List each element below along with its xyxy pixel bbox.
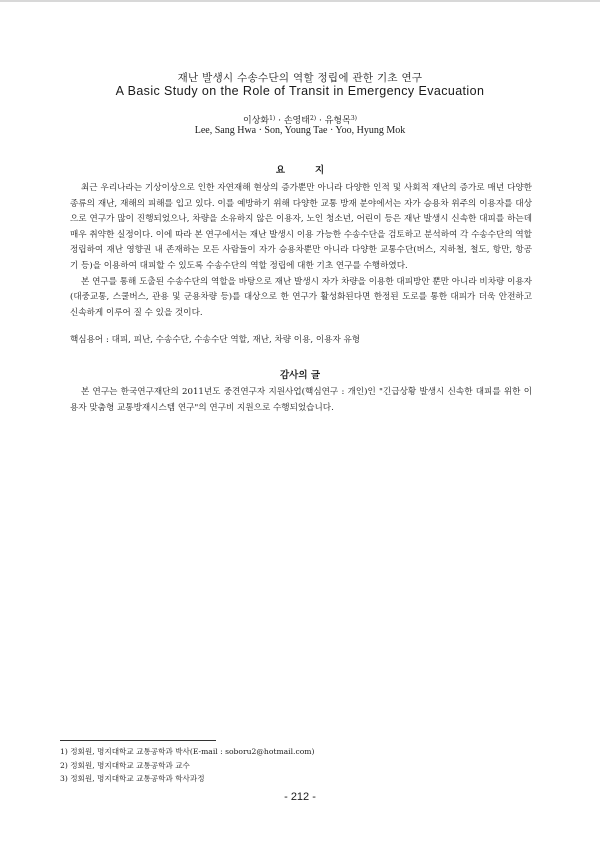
footnotes (60, 745, 314, 786)
keywords-list: 대피, 피난, 수송수단, 수송수단 역할, 재난, 차량 이용, 이용자 유형 (111, 335, 361, 345)
page-number: - 212 - (284, 791, 316, 803)
author-separator: · (275, 116, 284, 126)
author-footnote-mark: 1) (269, 115, 276, 122)
keywords-label: 핵심용어 : (70, 335, 112, 345)
footnote-item: 1) 정회원, 명지대학교 교통공학과 박사(E-mail : soboru2@hotmail.com) (60, 747, 315, 756)
author-separator: · (316, 116, 325, 126)
author-name: 손영태 (283, 116, 310, 126)
footnote-divider (60, 740, 216, 741)
footnote-item: 3) 정회원, 명지대학교 교통공학과 학사과정 (60, 774, 205, 783)
footnote-item: 2) 정회원, 명지대학교 교통공학과 교수 (60, 760, 190, 770)
author-name: 유형목 (324, 116, 351, 126)
authors-english: Lee, Sang Hwa · Son, Young Tae · Yoo, Hyung Mok (194, 125, 406, 136)
author-footnote-mark: 3) (350, 115, 357, 122)
acknowledgement-text: 본 연구는 한국연구재단의 2011년도 중견연구자 지원사업(핵심연구 : 개인)인 "긴급상황 발생시 신속한 대피를 위한 이용자 맞춤형 교통방재시스템 연구"의 연구비 지원으로 수행되었습니다. (70, 387, 532, 413)
author-name: 이상화 (243, 116, 270, 126)
author-footnote-mark: 2) (309, 115, 317, 122)
acknowledgement-body (70, 385, 532, 416)
page-top-rule (0, 0, 600, 2)
keywords (70, 333, 360, 349)
abstract-paragraph: 최근 우리나라는 기상이상으로 인한 자연재해 현상의 증가뿐만 아니라 다양한 인적 및 사회적 재난의 증가로 매년 다양한 종류의 재난, 재해의 피해를 입고 있다. 이를 예방하기 위해 다양한 교통 방재 분야에서는 자가 승용차 위주의 이용자를 대상으로 연구가 많이 진행되었으나, 차량을 소유하지 않은 이용자, 노인 청소년, 어린이 등은 재난 발생시 신속한 대피를 하는데 매우 취약한 실정이다. 이에 따라 본 연구에서는 재난 발생시 이용 가능한 수송수단을 검토하고 분석하여 각 수송수단의 역할 정립하여 재난 영향권 내 존재하는 모든 사람들이 자가 승용차뿐만 아니라 다양한 교통수단(버스, 지하철, 철도, 항만, 항공기 등)을 이용하여 대피할 수 있도록 수송수단의 역할 정립에 대한 기초 연구를 수행하였다. (70, 183, 532, 271)
title-korean: 재난 발생시 수송수단의 역할 정립에 관한 기초 연구 (177, 72, 423, 84)
abstract-body (70, 181, 532, 321)
abstract-heading: 요지 (275, 165, 355, 176)
acknowledgement-heading: 감사의 글 (279, 370, 320, 381)
abstract-paragraph: 본 연구를 통해 도출된 수송수단의 역할을 바탕으로 재난 발생시 자가 차량을 이용한 대피방안 뿐만 아니라 비차량 이용자(대중교통, 스쿨버스, 관용 및 군용차량 등)를 대상으로 한 연구가 활성화된다면 한정된 도로를 통한 대피가 더욱 안전하고 신속하게 이루어 질 수 있을 것이다. (70, 276, 532, 318)
title-english: A Basic Study on the Role of Transit in Emergency Evacuation (115, 84, 485, 98)
